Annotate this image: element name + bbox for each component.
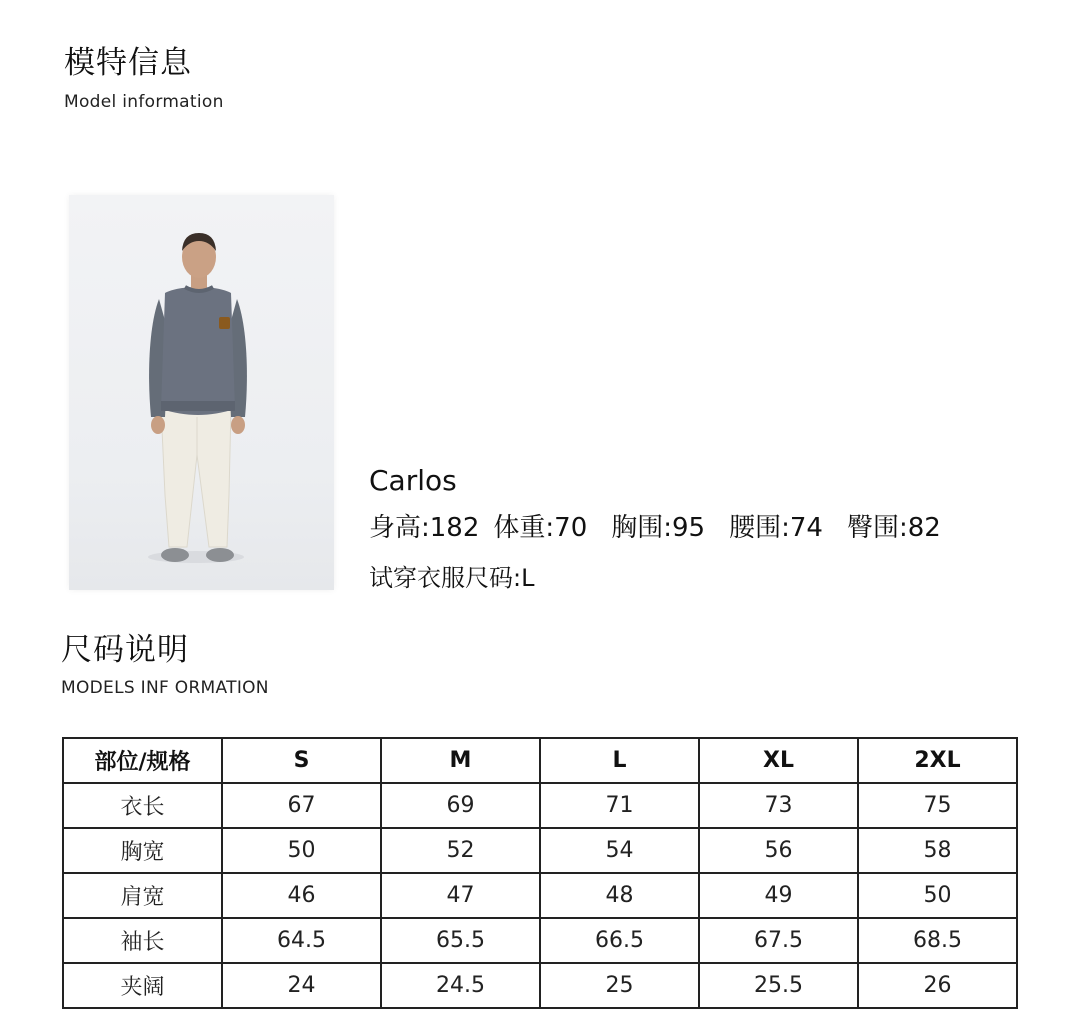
table-row [63,783,1017,828]
row-label: 衣长 [63,783,222,828]
table-cell: 58 [858,828,1017,873]
model-info-title: 模特信息 [64,45,192,81]
table-cell: 65.5 [381,918,540,963]
table-row [63,963,1017,1008]
table-cell: 50 [858,873,1017,918]
table-cell: 73 [699,783,858,828]
size-table-header-row [63,738,1017,783]
size-guide-title: 尺码说明 [61,632,189,668]
row-label: 胸宽 [63,828,222,873]
header-cell-2xl: 2XL [858,738,1017,783]
header-cell-xl: XL [699,738,858,783]
model-waist: 腰围:74 [729,513,823,543]
table-cell: 50 [222,828,381,873]
model-hip: 臀围:82 [846,513,941,543]
table-cell: 67.5 [699,918,858,963]
table-cell: 68.5 [858,918,1017,963]
table-cell: 47 [381,873,540,918]
table-cell: 66.5 [540,918,699,963]
model-weight: 体重:70 [493,513,588,543]
model-info-subtitle: Model information [64,92,224,112]
table-cell: 26 [858,963,1017,1008]
size-guide-subtitle: MODELS INF ORMATION [61,678,269,698]
row-label: 夹阔 [63,963,222,1008]
table-cell: 56 [699,828,858,873]
model-figure-illustration [69,195,334,590]
table-cell: 52 [381,828,540,873]
row-label: 袖长 [63,918,222,963]
table-cell: 25 [540,963,699,1008]
table-cell: 24 [222,963,381,1008]
table-cell: 64.5 [222,918,381,963]
table-row [63,828,1017,873]
table-cell: 67 [222,783,381,828]
header-cell-m: M [381,738,540,783]
size-table [62,737,1018,1009]
table-cell: 24.5 [381,963,540,1008]
row-label: 肩宽 [63,873,222,918]
header-cell-l: L [540,738,699,783]
table-cell: 25.5 [699,963,858,1008]
model-height: 身高:182 [369,513,480,543]
table-cell: 48 [540,873,699,918]
table-cell: 71 [540,783,699,828]
table-cell: 46 [222,873,381,918]
header-cell-s: S [222,738,381,783]
header-cell-part: 部位/规格 [63,738,222,783]
model-chest: 胸围:95 [611,513,706,543]
model-photo [69,195,334,590]
table-row [63,873,1017,918]
table-cell: 69 [381,783,540,828]
model-tried-size: 试穿衣服尺码:L [369,564,535,592]
model-name: Carlos [369,464,457,497]
model-measurements [369,515,941,541]
table-cell: 49 [699,873,858,918]
table-cell: 54 [540,828,699,873]
table-cell: 75 [858,783,1017,828]
table-row [63,918,1017,963]
